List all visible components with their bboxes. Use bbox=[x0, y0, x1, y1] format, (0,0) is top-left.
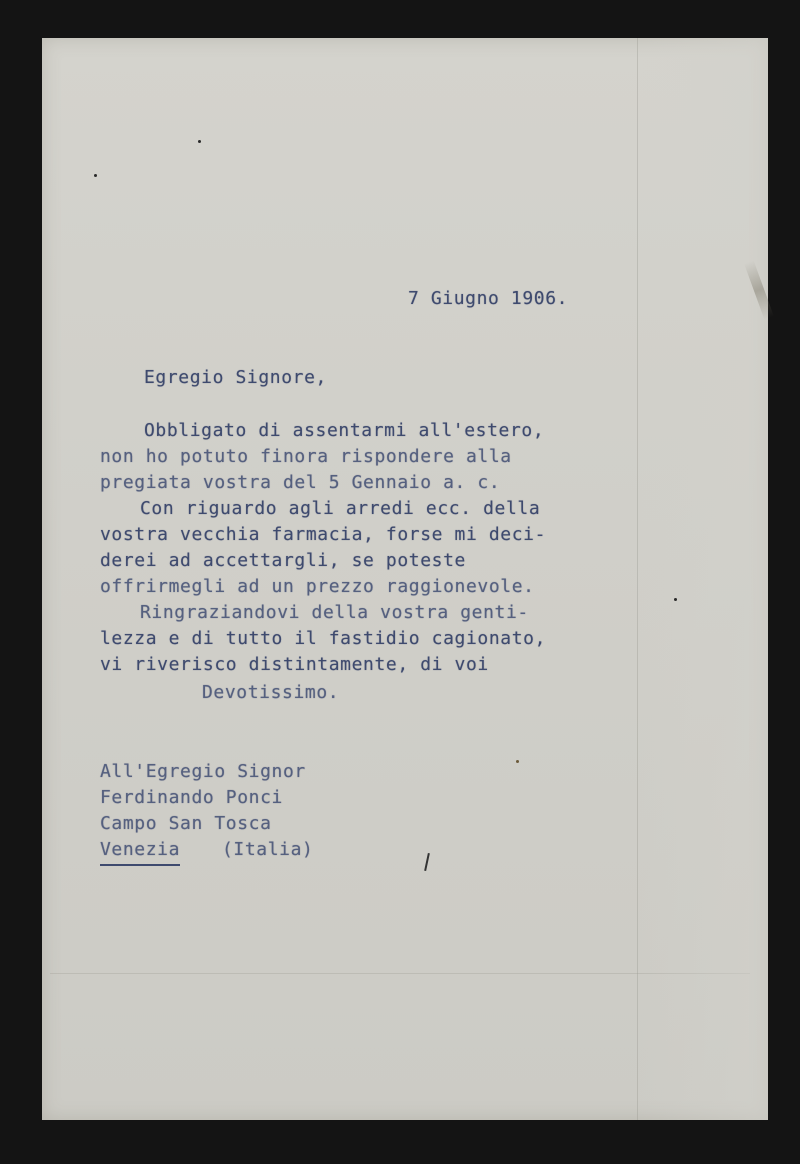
address-line: Ferdinando Ponci bbox=[100, 787, 283, 808]
paper-edge-shading bbox=[638, 38, 768, 1120]
pencil-mark bbox=[424, 853, 430, 871]
letter-date: 7 Giugno 1906. bbox=[408, 288, 569, 309]
body-line: Obbligato di assentarmi all'estero, bbox=[144, 420, 545, 441]
body-line: pregiata vostra del 5 Gennaio a. c. bbox=[100, 472, 501, 493]
address-line: Campo San Tosca bbox=[100, 813, 272, 834]
body-line: vi riverisco distintamente, di voi bbox=[100, 654, 489, 675]
body-line: offrirmegli ad un prezzo raggionevole. bbox=[100, 576, 535, 597]
body-line: vostra vecchia farmacia, forse mi deci- bbox=[100, 524, 547, 545]
body-line: non ho potuto finora rispondere alla bbox=[100, 446, 512, 467]
address-country: (Italia) bbox=[222, 839, 314, 860]
letter-salutation: Egregio Signore, bbox=[144, 367, 327, 388]
letter-sheet bbox=[42, 38, 768, 1120]
paper-speck bbox=[198, 140, 201, 143]
address-line: All'Egregio Signor bbox=[100, 761, 306, 782]
letter-closing: Devotissimo. bbox=[202, 682, 340, 703]
body-line: Ringraziandovi della vostra genti- bbox=[140, 602, 529, 623]
address-city: Venezia bbox=[100, 837, 180, 866]
paper-speck bbox=[516, 760, 519, 763]
body-line: derei ad accettargli, se poteste bbox=[100, 550, 466, 571]
body-line: Con riguardo agli arredi ecc. della bbox=[140, 498, 541, 519]
paper-speck bbox=[94, 174, 97, 177]
paper-speck bbox=[674, 598, 677, 601]
body-line: lezza e di tutto il fastidio cagionato, bbox=[100, 628, 547, 649]
